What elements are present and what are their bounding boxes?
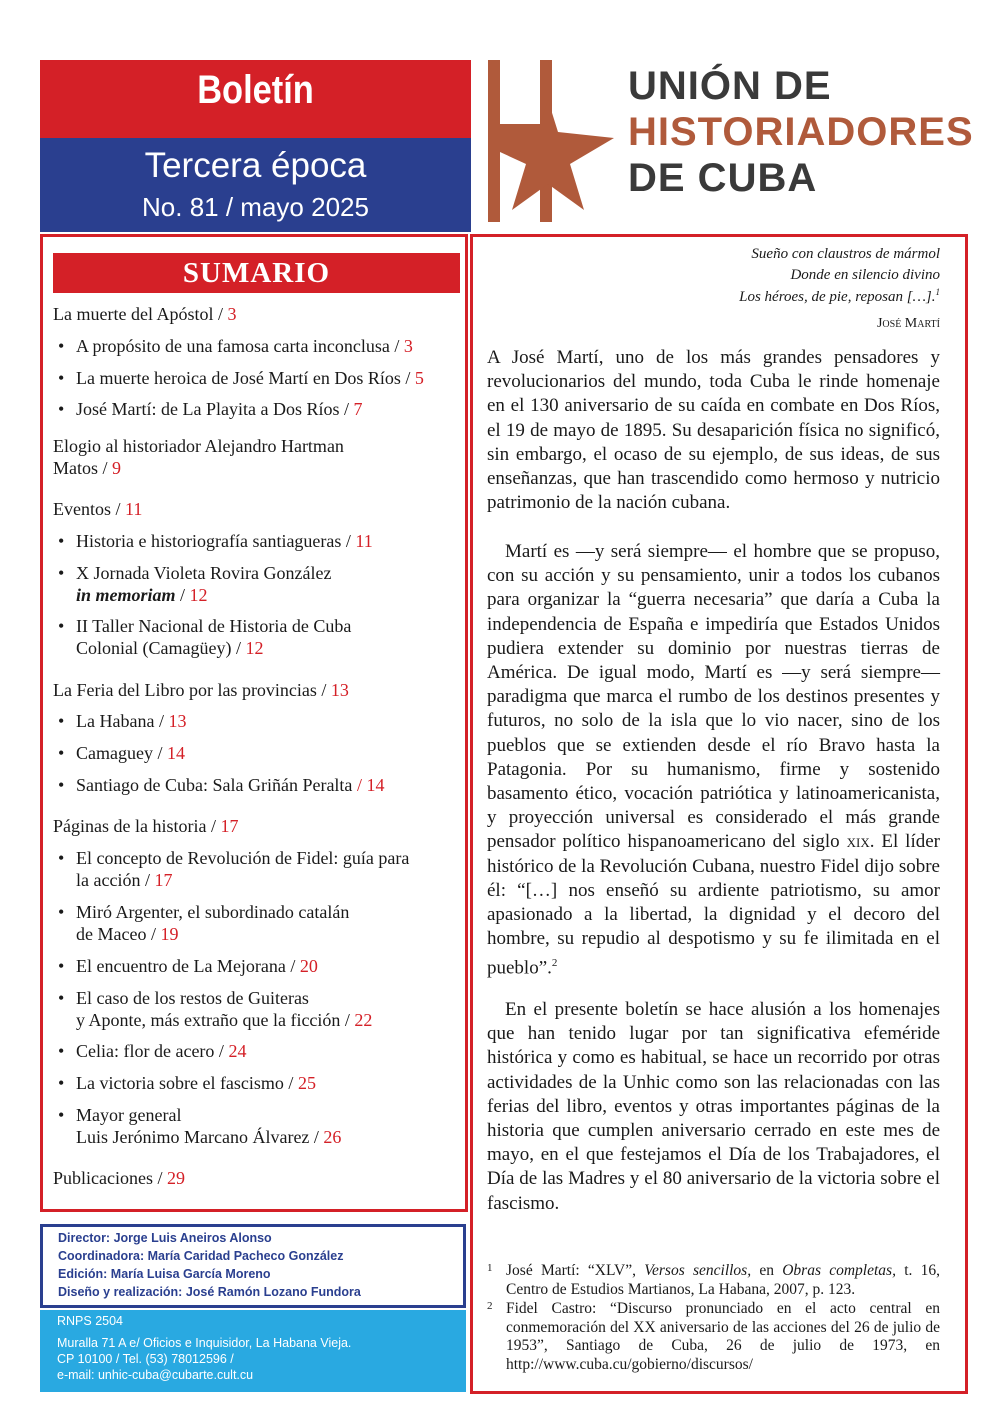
toc-section[interactable]: La Feria del Libro por las provincias / 13: [53, 680, 349, 700]
credit-diseno: Diseño y realización: José Ramón Lozano Fundora: [58, 1285, 361, 1299]
toc-item[interactable]: El caso de los restos de Guiteras y Aponte, más extraño que la ficción / 22: [76, 988, 373, 1030]
toc-item[interactable]: Santiago de Cuba: Sala Griñán Peralta / 14: [76, 775, 385, 795]
bullet-icon: •: [58, 743, 65, 763]
epigraph-author: José Martí: [876, 316, 940, 331]
toc-section[interactable]: Elogio al historiador Alejandro Hartman Matos / 9: [53, 436, 344, 478]
toc-item[interactable]: La muerte heroica de José Martí en Dos Ríos / 5: [76, 368, 424, 388]
bullet-icon: •: [58, 775, 65, 795]
header-title-band: [40, 60, 471, 138]
bullet-icon: •: [58, 988, 65, 1008]
toc-item[interactable]: Celia: flor de acero / 24: [76, 1041, 247, 1061]
credit-director: Director: Jorge Luis Aneiros Alonso: [58, 1231, 272, 1245]
logo-text-line1: UNIÓN DE: [628, 64, 832, 108]
bullet-icon: •: [58, 1041, 65, 1061]
epigraph-line: Sueño con claustros de mármol: [751, 246, 940, 262]
bullet-icon: •: [58, 956, 65, 976]
body-paragraph: A José Martí, uno de los más grandes pensadores y revolucionarios del mundo, toda Cuba le rinde homenaje en el 130 aniversario de su caída en combate en Dos Ríos, el 19 de mayo de 1895. Su desaparición física no significó, sin embargo, el ocaso de su ejemplo, de sus ideas, de sus enseñanzas, que han trascendido como hermoso y nutricio patrimonio de la nación cubana.: [487, 347, 940, 514]
toc-item[interactable]: La Habana / 13: [76, 711, 187, 731]
footnote: José Martí: “XLV”, Versos sencillos, en Obras completas, t. 16, Centro de Estudios Martianos, La Habana, 2007, p. 123.: [506, 1262, 940, 1298]
toc-item[interactable]: Mayor general Luis Jerónimo Marcano Álvarez / 26: [76, 1105, 342, 1147]
bullet-icon: •: [58, 1073, 65, 1093]
bullet-icon: •: [58, 563, 65, 583]
logo-text-line3: DE CUBA: [628, 156, 818, 200]
footnote-ref[interactable]: 1: [935, 287, 940, 297]
footnote-number: 2: [487, 1300, 493, 1312]
bullet-icon: •: [58, 336, 65, 356]
credit-coordinadora: Coordinadora: María Caridad Pacheco González: [58, 1249, 344, 1263]
bullet-icon: •: [58, 848, 65, 868]
toc-item[interactable]: Camaguey / 14: [76, 743, 185, 763]
bullet-icon: •: [58, 902, 65, 922]
unhic-logo-icon: [488, 60, 614, 222]
toc-item[interactable]: II Taller Nacional de Historia de Cuba Colonial (Camagüey) / 12: [76, 616, 352, 658]
epigraph-line: Donde en silencio divino: [790, 267, 940, 283]
toc-item[interactable]: Miró Argenter, el subordinado catalán de Maceo / 19: [76, 902, 350, 944]
footnote-ref[interactable]: 2: [551, 957, 558, 970]
bulletin-subtitle: Tercera época: [144, 146, 367, 185]
epigraph-line: Los héroes, de pie, reposan […].$^1$: [739, 287, 940, 305]
toc-item[interactable]: Historia e historiografía santiagueras / 11: [76, 531, 373, 551]
sumario-title: SUMARIO: [53, 253, 460, 293]
body-paragraph: En el presente boletín se hace alusión a los homenajes que han tenido lugar por tan significativa efeméride histórica y como es habitual, se hace un recorrido por otras actividades de la Unhic como son las relacionadas con las ferias del libro, eventos y otras importantes páginas de la historia que cumplen aniversario cerrado en este mes de mayo, en el que festejamos el Día de los Trabajadores, el Día de las Madres y el 80 aniversario de la victoria sobre el fascismo.: [487, 999, 940, 1214]
header-issue-band: [40, 138, 471, 232]
toc-item[interactable]: La victoria sobre el fascismo / 25: [76, 1073, 316, 1093]
rnps-number: RNPS 2504: [57, 1314, 124, 1328]
bullet-icon: •: [58, 399, 65, 419]
address: Muralla 71 A e/ Oficios e Inquisidor, La Habana Vieja.: [57, 1336, 352, 1350]
toc-item[interactable]: El concepto de Revolución de Fidel: guía para la acción / 17: [76, 848, 410, 890]
toc-section[interactable]: Páginas de la historia / 17: [53, 816, 239, 836]
email[interactable]: e-mail: unhic-cuba@cubarte.cult.cu: [57, 1368, 254, 1382]
logo-text-line2: HISTORIADORES: [628, 110, 974, 154]
credit-edicion: Edición: María Luisa García Moreno: [58, 1267, 271, 1281]
bulletin-issue: No. 81 / mayo 2025: [142, 192, 369, 222]
footnote-number: 1: [487, 1262, 493, 1274]
toc-item[interactable]: El encuentro de La Mejorana / 20: [76, 956, 318, 976]
toc-section[interactable]: Publicaciones / 29: [53, 1168, 185, 1188]
toc-item[interactable]: José Martí: de La Playita a Dos Ríos / 7: [76, 399, 363, 419]
bullet-icon: •: [58, 531, 65, 551]
body-paragraph: Martí es —y será siempre— el hombre que se propuso, con su acción y su pensamiento, unir a todos los cubanos para organizar la “guerra necesaria” que daría a Cuba la independencia de España e impediría que Estados Unidos pudiera extender su dominio por nuestras tierras de América. De igual modo, Martí es —y será siempre— paradigma que marca el rumbo de los destinos presentes y futuros, no solo de la isla que lo vio nacer, sino de los pueblos que se extienden desde el río Bravo hasta la Patagonia. Por su humanismo, firme y sostenido basamento ético, vocación patriótica y latinoamericanista, y proyección universal es considerado el más grande pensador político hispanoamericano del siglo xix. El líder histórico de la Revolución Cubana, nuestro Fidel dijo sobre él: “[…] nos enseñó su ardiente patriotismo, su amor apasionado a la libertad, la dignidad y el decoro del hombre, su repudio al despotismo y su fe ilimitada en el pueblo”.$^2$: [487, 541, 941, 979]
bullet-icon: •: [58, 711, 65, 731]
phone: CP 10100 / Tel. (53) 78012596 /: [57, 1352, 234, 1366]
bulletin-title: Boletín: [197, 68, 314, 112]
toc-section[interactable]: La muerte del Apóstol / 3: [53, 304, 237, 324]
toc-item[interactable]: A propósito de una famosa carta inconclusa / 3: [76, 336, 413, 356]
toc-item[interactable]: X Jornada Violeta Rovira González in memoriam / 12: [76, 563, 332, 605]
toc-section[interactable]: Eventos / 11: [53, 499, 143, 519]
footnote: Fidel Castro: “Discurso pronunciado en el acto central en conmemoración del XX aniversario de las acciones del 26 de julio de 1953”, Santiago de Cuba, 26 de julio de 1973, en http://www.cuba.cu/gobierno/discursos/: [506, 1300, 940, 1373]
bullet-icon: •: [58, 368, 65, 388]
bullet-icon: •: [58, 1105, 65, 1125]
bullet-icon: •: [58, 616, 65, 636]
